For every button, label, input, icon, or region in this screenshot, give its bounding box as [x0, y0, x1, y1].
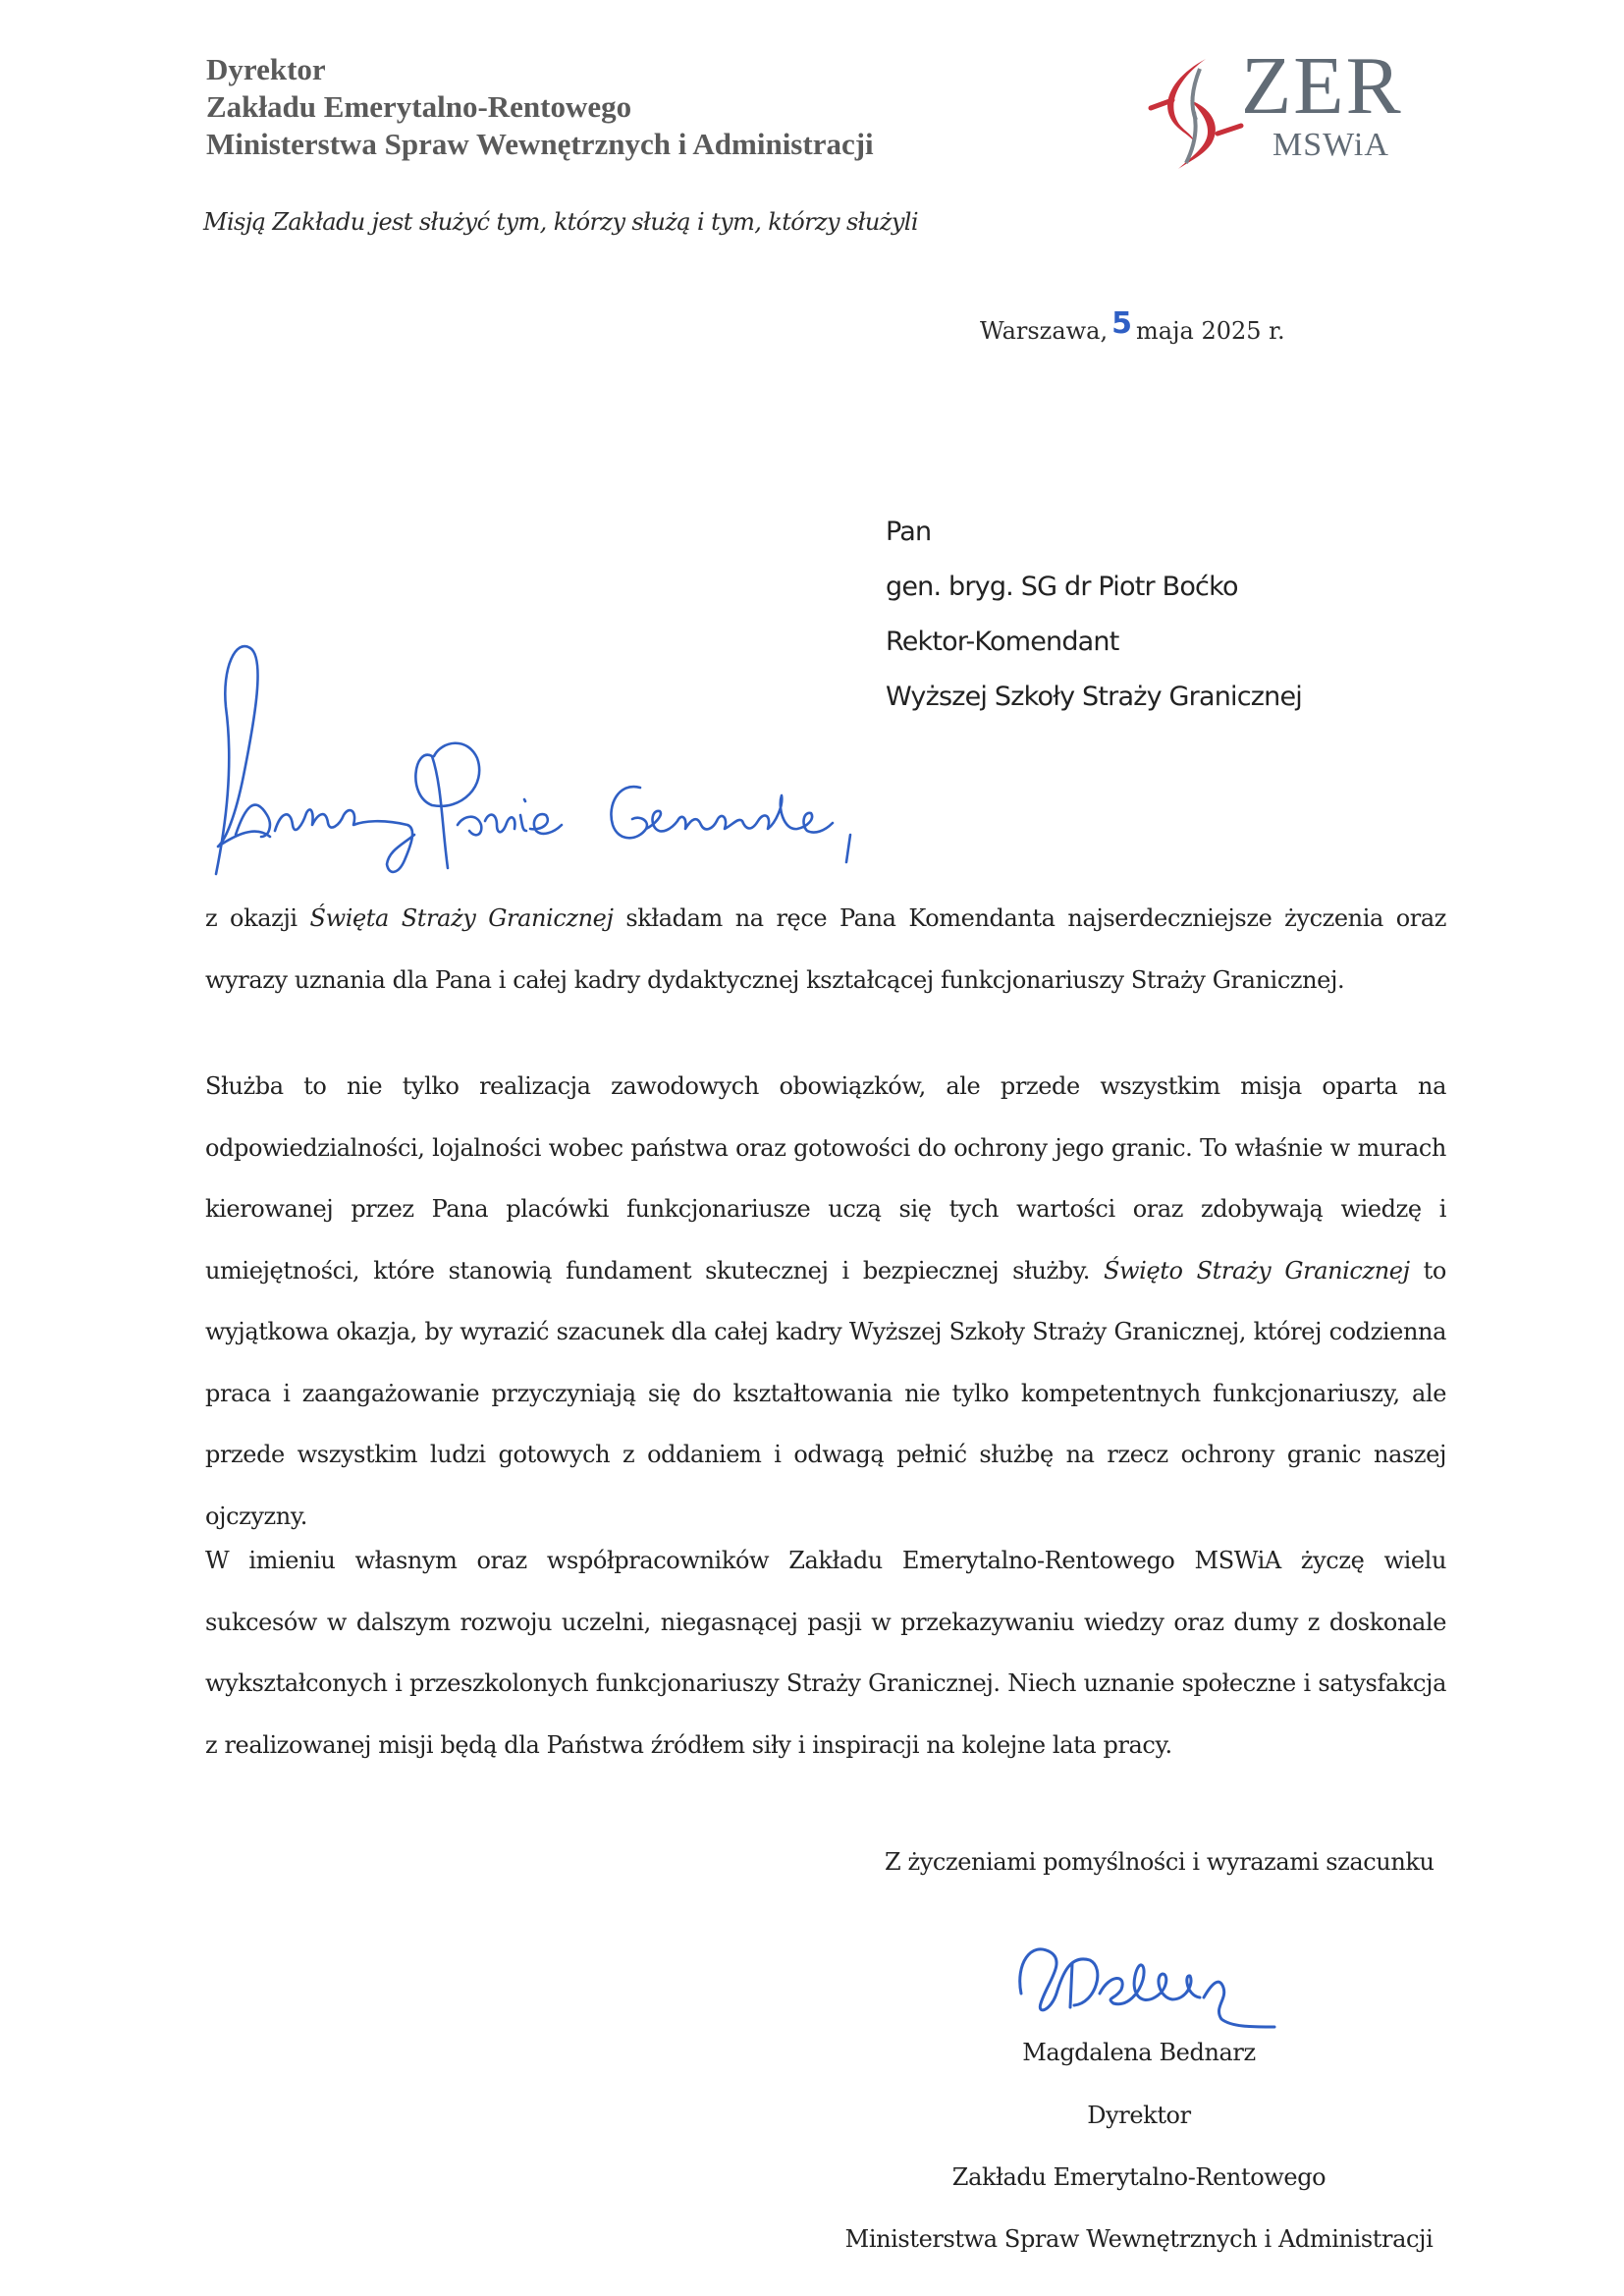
logo-title: ZER: [1241, 40, 1403, 132]
letter-date: [980, 306, 1285, 347]
motto: Misją Zakładu jest służyć tym, którzy służą i tym, którzy służyli: [203, 208, 918, 236]
body-paragraph-2: [205, 1056, 1446, 1547]
body-paragraph-3: [205, 1530, 1446, 1776]
body-paragraph-1: [205, 888, 1446, 1011]
text-span: to wyjątkowa okazja, by wyrazić szacunek dla całej kadry Wyższej Szkoły Straży Granicznej, której codzienna praca i zaangażowanie przyczyniają się do kształtowania nie tylko kompetentnych funkcjonariuszy, ale przede wszystkim ludzi gotowych z oddaniem i odwagą pełnić służbę na rzecz ochrony granic naszej ojczyzny.: [205, 1256, 1446, 1530]
text-span: z okazji: [205, 904, 310, 932]
handwriting-salutation-icon: [196, 629, 1139, 884]
date-place: Warszawa,: [980, 317, 1109, 345]
letterhead-line: Ministerstwa Spraw Wewnętrznych i Administracji: [206, 127, 874, 161]
emphasis-text: Święta Straży Granicznej: [309, 904, 614, 932]
recipient-line: Wyższej Szkoły Straży Granicznej: [886, 682, 1302, 712]
signer-title-line: Dyrektor: [1087, 2102, 1191, 2129]
handwritten-signature-icon: [1011, 1925, 1296, 2033]
text-span: W imieniu własnym oraz współpracowników Zakładu Emerytalno-Rentowego MSWiA życzę wielu sukcesów w dalszym rozwoju uczelni, niegasnącej pasji w przekazywaniu wiedzy oraz dumy z doskonale wykształconych i przeszkolonych funkcjonariuszy Straży Granicznej. Niech uznanie społeczne i satysfakcja z realizowanej misji będą dla Państwa źródłem siły i inspiracji na kolejne lata pracy.: [205, 1547, 1446, 1759]
handwritten-signature: [1011, 1925, 1296, 2033]
letterhead-line: Zakładu Emerytalno-Rentowego: [206, 89, 632, 124]
recipient-line: Rektor-Komendant: [886, 627, 1119, 657]
date-rest: maja 2025 r.: [1136, 317, 1285, 345]
handwritten-salutation: [196, 629, 1139, 884]
text-span: składam na ręce Pana Komendanta najserdeczniejsze życzenia oraz wyrazy uznania dla Pana i całej kadry dydaktycznej kształcącej funkcjonariuszy Straży Granicznej.: [205, 904, 1446, 994]
zer-mswia-logo: [1139, 40, 1453, 172]
emphasis-text: Święto Straży Granicznej: [1104, 1256, 1410, 1285]
text-span: Służba to nie tylko realizacja zawodowych obowiązków, ale przede wszystkim misja oparta na odpowiedzialności, lojalności wobec państwa oraz gotowości do ochrony jego granic. To właśnie w murach kierowanej przez Pana placówki funkcjonariusze uczą się tych wartości oraz zdobywają wiedzę i umiejętności, które stanowią fundament skutecznej i bezpiecznej służby.: [205, 1072, 1446, 1285]
signer-name: Magdalena Bednarz: [1022, 2039, 1256, 2066]
letterhead-sender: [206, 51, 874, 163]
letterhead-line: Dyrektor: [206, 52, 326, 86]
recipient-line: Pan: [886, 517, 932, 547]
signer-title-line: Zakładu Emerytalno-Rentowego: [951, 2163, 1326, 2191]
recipient-line: gen. bryg. SG dr Piotr Boćko: [886, 572, 1238, 602]
zer-emblem-icon: [1139, 49, 1247, 172]
signer-title-line: Ministerstwa Spraw Wewnętrznych i Administracji: [844, 2225, 1434, 2253]
logo-subtitle: MSWiA: [1272, 127, 1389, 163]
closing-phrase: Z życzeniami pomyślności i wyrazami szacunku: [885, 1848, 1435, 1876]
date-day-handwritten: 5: [1111, 306, 1132, 341]
